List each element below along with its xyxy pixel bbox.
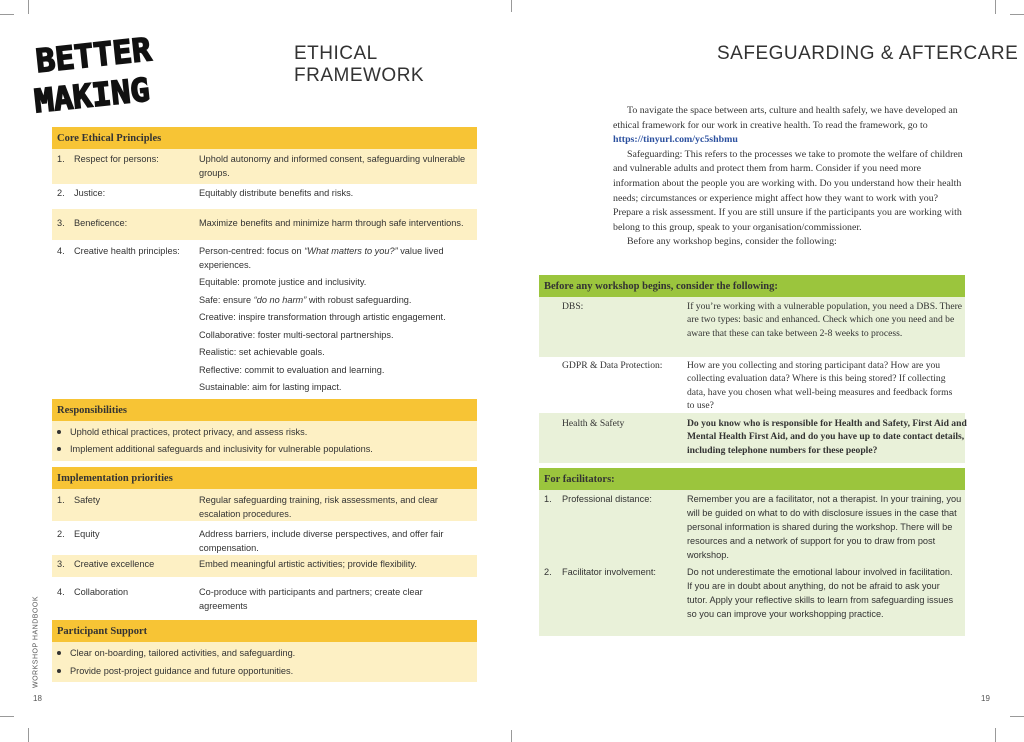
sub-principle: Safe: ensure “do no harm” with robust safeguarding. bbox=[199, 295, 412, 305]
facilitators-header: For facilitators: bbox=[539, 468, 965, 490]
bullet-item: Clear on-boarding, tailored activities, and safeguarding. bbox=[57, 646, 295, 660]
logo-line-1: BETTER bbox=[34, 30, 153, 81]
before-workshop-header: Before any workshop begins, consider the following: bbox=[539, 275, 965, 297]
bullet-dot bbox=[57, 651, 61, 655]
page-title: SAFEGUARDING & AFTERCARE bbox=[717, 43, 1019, 64]
right-page: SAFEGUARDING & AFTERCARE To navigate the space between arts, culture and health safely, we have developed an ethical framework for our work in creative health. To read the framework, go to https://tinyurl.com/yc5shbmu Safeguarding: This refers to the processes we take to promote the welfare of children and vulnerable adults and protect them from harm. Consider if you need more information about the people you are working with. Do you understand how their health needs; circumstances or experience might affect how they want to work with you? Prepare a risk assessment. If you are still unsure if the participants you are working with belong to this group, speak to your organisation/commissioner. Before any workshop begins, consider the following: Before any workshop begins, consider the following: DBS: If you’re working with a vulnerable population, you need a DBS. There are two types: basic and enhanced. Check which one you need and be aware that these can take between 2-8 weeks to process. GDPR & Data Protection: How are you collecting and storing participant data? How are you collecting evaluation data? Where is this being stored? If collecting data, have you chosen what well-being measures and feedback forms to use? Health & Safety Do you know who is responsible for Health and Safety, First Aid and Mental Health First Aid, and do you have up to date contact details, including telephone numbers for these people? For facilitators: 1. Professional distance: Remember you are a facilitator, not a therapist. In your training, you will be guided on what to do with disclosure issues in the case that personal information is shared during the workshop. There will be resources and a network of support for you to draw from post workshop. 2. Facilitator involvement: Do not underestimate the emotional labour involved in facilitation. If you are in doubt about anything, do not be afraid to ask your tutor. Apply your reflective skills to learn from safeguarding issues so you can improve your workshopping practice. 19 bbox=[512, 0, 1024, 742]
bullet-item: Implement additional safeguards and inclusivity for vulnerable populations. bbox=[57, 442, 373, 456]
crop-mark bbox=[995, 728, 996, 742]
logo-graphic bbox=[26, 18, 166, 114]
better-making-logo bbox=[26, 18, 166, 114]
bullet-dot bbox=[57, 430, 61, 434]
sub-principle: Sustainable: aim for lasting impact. bbox=[199, 382, 342, 392]
sub-principle: Creative: inspire transformation through artistic engagement. bbox=[199, 312, 446, 322]
crop-mark bbox=[995, 0, 996, 14]
sub-principle: Collaborative: foster multi-sectoral partnerships. bbox=[199, 330, 394, 340]
handbook-sidebar-label: WORKSHOP HANDBOOK bbox=[32, 596, 40, 688]
crop-mark bbox=[0, 14, 14, 15]
page-number: 18 bbox=[33, 694, 42, 703]
core-principles-header: Core Ethical Principles bbox=[52, 127, 477, 149]
left-page: BETTER MAKING ETHICAL FRAMEWORK Core Ethical Principles 1. Respect for persons: Uphold autonomy and informed consent, safeguarding vulnerable groups. 2. Justice: Equitably distribute benefits and risks. 3. Beneficence: Maximize benefits and minimize harm through safe interventions. 4. Creative health principles: Person-centred: focus on “What matters to you?” value lived experiences. Equitable: promote justice and inclusivity. Safe: ensure “do no harm” with robust safeguarding. Creative: inspire transformation through artistic engagement. Collaborative: foster multi-sectoral partnerships. Realistic: set achievable goals. Reflective: commit to evaluation and learning. Sustainable: aim for lasting impact. Responsibilities Uphold ethical practices, protect privacy, and assess risks. Implement additional safeguards and inclusivity for vulnerable populations. Implementation priorities 1. Safety Regular safeguarding training, risk assessments, and clear escalation procedures. 2. Equity Address barriers, include diverse perspectives, and offer fair compensation. 3. Creative excellence Embed meaningful artistic activities; provide flexibility. 4. Collaboration Co-produce with participants and partners; create clear agreements Participant Support Clear on-boarding, tailored activities, and safeguarding. Provide post-project guidance and future opportunities. WORKSHOP HANDBOOK 18 bbox=[0, 0, 512, 742]
crop-mark bbox=[28, 728, 29, 742]
bullet-dot bbox=[57, 447, 61, 451]
bullet-item: Provide post-project guidance and future opportunities. bbox=[57, 664, 293, 678]
page-number: 19 bbox=[981, 694, 990, 703]
page-title: ETHICAL FRAMEWORK bbox=[294, 43, 425, 86]
crop-mark bbox=[28, 0, 29, 14]
bullet-item: Uphold ethical practices, protect privacy, and assess risks. bbox=[57, 425, 307, 439]
responsibilities-header: Responsibilities bbox=[52, 399, 477, 421]
before-paragraph: Before any workshop begins, consider the following: bbox=[627, 236, 837, 248]
implementation-header: Implementation priorities bbox=[52, 467, 477, 489]
participant-support-header: Participant Support bbox=[52, 620, 477, 642]
crop-mark bbox=[0, 716, 14, 717]
safeguarding-paragraph: Safeguarding: This refers to the processes we take to promote the welfare of children and vulnerable adults and protect them from harm. Consider if you need more information about the people you are working with. Do you understand how their health needs; circumstances or experience might affect how they want to work with you? Prepare a risk assessment. If you are still unsure if the participants you are working with belong to this group, speak to your organisation/commissioner. bbox=[613, 148, 963, 233]
intro-paragraph: To navigate the space between arts, culture and health safely, we have developed an ethical framework for our work in creative health. To read the framework, go to https://tinyurl.com/yc5shbmu bbox=[613, 105, 958, 146]
sub-principle: Reflective: commit to evaluation and learning. bbox=[199, 365, 385, 375]
crop-mark bbox=[1010, 14, 1024, 15]
crop-mark bbox=[1010, 716, 1024, 717]
sub-principle: Equitable: promote justice and inclusivity. bbox=[199, 277, 367, 287]
sub-principle: Realistic: set achievable goals. bbox=[199, 347, 325, 357]
framework-link[interactable]: https://tinyurl.com/yc5shbmu bbox=[613, 134, 738, 146]
logo-line-2: MAKING bbox=[32, 70, 152, 114]
intro-text bbox=[613, 104, 969, 250]
bullet-dot bbox=[57, 669, 61, 673]
